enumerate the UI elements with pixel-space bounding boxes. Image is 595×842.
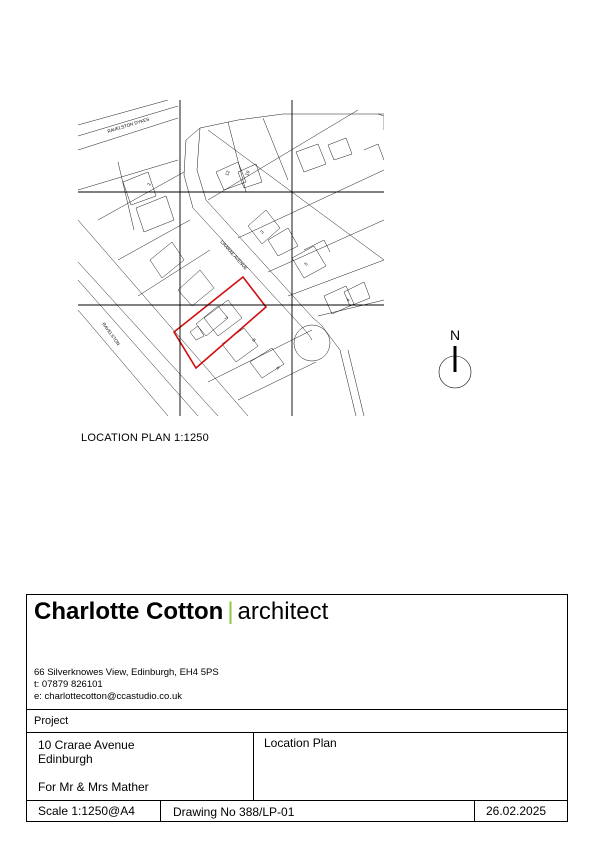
building xyxy=(268,228,298,256)
plot-line xyxy=(208,110,358,200)
building xyxy=(238,164,262,188)
plan-caption: LOCATION PLAN 1:1250 xyxy=(81,432,209,444)
building xyxy=(292,246,326,278)
site-boundary xyxy=(174,277,266,368)
path-edge xyxy=(340,350,356,416)
road-edge xyxy=(78,310,168,416)
street-label: RAVELSTON DYKES xyxy=(106,116,150,134)
road-edge xyxy=(197,128,322,326)
road-edge xyxy=(78,100,168,125)
divider xyxy=(27,709,567,710)
plot-line xyxy=(98,172,184,220)
path-edge xyxy=(322,326,340,350)
plot-line xyxy=(318,300,384,316)
building xyxy=(364,144,384,160)
building xyxy=(248,210,280,244)
road-edge xyxy=(184,140,312,340)
firm-logo xyxy=(34,598,328,626)
firm-phone: t: 07879 826101 xyxy=(34,679,103,690)
scale: Scale 1:1250@A4 xyxy=(38,804,135,818)
plot-line xyxy=(268,220,384,272)
house-number: 2 xyxy=(146,182,152,187)
street-label: RAVELSTON xyxy=(101,321,122,347)
firm-address: 66 Silverknowes View, Edinburgh, EH4 5PS xyxy=(34,667,219,678)
plot-line xyxy=(208,130,384,260)
house-number: 3 xyxy=(259,229,265,235)
plot-line xyxy=(238,170,384,238)
building xyxy=(378,114,384,130)
building xyxy=(178,270,214,306)
house-number: 4 xyxy=(345,297,351,303)
divider xyxy=(27,800,567,801)
drawing-date: 26.02.2025 xyxy=(486,804,547,818)
plot-line xyxy=(208,330,312,382)
house-number: 6 xyxy=(275,365,281,371)
house-number: 10 xyxy=(244,169,251,177)
divider xyxy=(474,800,475,822)
firm-separator: | xyxy=(227,598,234,625)
plot-line xyxy=(78,160,178,190)
building xyxy=(328,138,352,160)
plot-line xyxy=(263,118,288,180)
plot-line xyxy=(118,220,190,260)
drawing-number: Drawing No 388/LP-01 xyxy=(173,805,295,819)
road-edge xyxy=(186,114,384,140)
firm-email: e: charlottecotton@ccastudio.co.uk xyxy=(34,691,183,702)
plot-line xyxy=(118,162,134,230)
north-letter: N xyxy=(450,327,461,343)
firm-role: architect xyxy=(237,598,329,625)
building xyxy=(222,328,258,362)
house-number: 5 xyxy=(303,261,309,267)
location-plan-map xyxy=(78,100,384,416)
north-arrow xyxy=(436,326,476,390)
north-arrow-icon xyxy=(436,326,476,390)
site-address-line2: Edinburgh xyxy=(38,752,93,766)
road-edge xyxy=(78,262,218,416)
house-number: 7 xyxy=(223,315,229,321)
house-number: 8 xyxy=(251,337,257,343)
turning-head xyxy=(294,325,330,361)
building xyxy=(296,144,326,172)
drawing-title: Location Plan xyxy=(264,736,337,750)
client-name: For Mr & Mrs Mather xyxy=(38,780,149,794)
building xyxy=(136,196,174,232)
building xyxy=(216,162,246,190)
building xyxy=(190,326,204,340)
street-label: CRARAE AVENUE xyxy=(219,239,249,271)
path-edge xyxy=(348,350,364,416)
firm-name: Charlotte Cotton xyxy=(34,598,224,625)
building xyxy=(150,242,184,278)
title-block xyxy=(26,594,568,822)
site-address-line1: 10 Crarae Avenue xyxy=(38,738,135,752)
house-number: 12 xyxy=(224,169,231,177)
divider xyxy=(253,732,254,800)
plot-line xyxy=(138,250,210,296)
divider xyxy=(160,800,161,822)
building xyxy=(123,172,156,205)
divider xyxy=(27,732,567,733)
project-label: Project xyxy=(34,715,69,727)
plot-line xyxy=(228,122,246,192)
